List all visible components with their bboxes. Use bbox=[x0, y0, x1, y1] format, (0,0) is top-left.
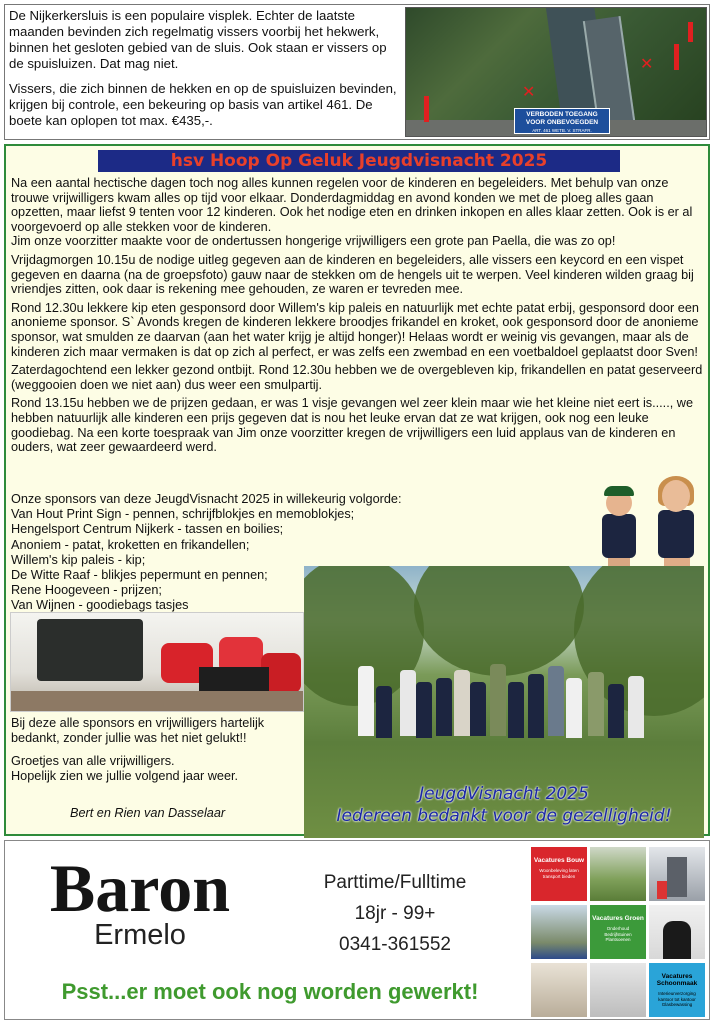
tackle-bag bbox=[37, 619, 143, 681]
sponsor-prizes-photo bbox=[10, 612, 304, 712]
vacancy-tiles bbox=[529, 845, 707, 1015]
person bbox=[416, 682, 432, 738]
article-paragraph: Zaterdagochtend een lekker gezond ontbijt. Rond 12.30u hebben we de overgebleven kip, frikandellen en patat geserveerd (weggooien doen we niet aan) dus weer een smulpartij. bbox=[11, 363, 703, 392]
signature: Bert en Rien van Dasselaar bbox=[70, 806, 226, 820]
trucks-photo bbox=[531, 905, 587, 959]
closing-text bbox=[11, 716, 301, 792]
sponsor-item: Hengelsport Centrum Nijkerk - tassen en boilies; bbox=[11, 522, 284, 537]
person bbox=[628, 676, 644, 738]
group-photo bbox=[304, 566, 704, 838]
ad-slogan: Psst...er moet ook nog worden gewerkt! bbox=[61, 979, 479, 1004]
warning-text bbox=[9, 8, 401, 138]
crane bbox=[657, 881, 667, 899]
paragraph-text: Na een aantal hectische dagen toch nog alles kunnen regelen voor de kinderen en begeleiders. Met behulp van onze trouwe vrijwilligers kwam alles op tijd voor elkaar. Donderdagmiddag en avond konden we met de ploeg alles gaan opzetten, maar liefst 9 tenten voor 12 kinderen. Ook het nodige eten en drinken inkopen en alles klaar zetten. Ook is er al voorgevoerd op alle stekken voor de kinderen. bbox=[11, 176, 693, 234]
interior-photo bbox=[531, 963, 587, 1017]
greeting bbox=[11, 754, 301, 784]
warning-box bbox=[4, 4, 710, 140]
person bbox=[400, 670, 416, 736]
sign-line-1: VERBODEN TOEGANG bbox=[526, 111, 598, 118]
thanks-text: Bij deze alle sponsors en vrijwilligers hartelijk bedankt, zonder jullie was het niet gelukt!! bbox=[11, 716, 265, 745]
article-paragraph: Rond 13.15u hebben we de prijzen gedaan, er was 1 visje gevangen wel zeer klein maar wie het kleine niet eert is....., we hebben natuurlijk alle kinderen een prijs gegeven dat is nou het leuke ervan dat ze wat krijgen, ook nog een leuke goodiebag. Na een korte toespraak van Jim onze voorzitter kregen de vrijwilligers een luid applaus van de kinderen en ouders, wat zeer gewaardeerd werd. bbox=[11, 396, 694, 455]
baron-logo: Baron bbox=[49, 850, 231, 926]
tile-sub: Interieurverzorging kantoor tot kantoor Glasbewassing bbox=[658, 991, 696, 1007]
person bbox=[508, 682, 524, 738]
sponsor-intro: Onze sponsors van deze JeugdVisnacht 2025 in willekeurig volgorde: bbox=[11, 492, 402, 506]
worker-photo bbox=[649, 905, 705, 959]
person bbox=[358, 666, 374, 736]
ad-details bbox=[295, 867, 495, 960]
person bbox=[470, 682, 486, 736]
sponsor-item: Anoniem - patat, kroketten en frikandellen; bbox=[11, 537, 250, 552]
article-title: hsv Hoop Op Geluk Jeugdvisnacht 2025 bbox=[98, 150, 620, 172]
fence-marker bbox=[688, 22, 693, 42]
greeting-line: Groetjes van alle vrijwilligers. bbox=[11, 754, 175, 768]
field-photo bbox=[590, 847, 646, 901]
sponsor-item: De Witte Raaf - blikjes pepermunt en pennen; bbox=[11, 568, 268, 583]
sponsor-list bbox=[11, 492, 402, 614]
tile-title: Vacatures Bouw bbox=[533, 857, 585, 864]
cross-marker-icon: ✕ bbox=[522, 82, 536, 101]
vacancy-tile-groen bbox=[590, 905, 646, 959]
sponsor-item: Van Hout Print Sign - pennen, schrijfblokjes en memoblokjes; bbox=[11, 507, 355, 522]
person bbox=[548, 666, 564, 736]
person bbox=[528, 674, 544, 738]
tile-title: Vacatures Groen bbox=[592, 915, 644, 922]
fence-marker bbox=[674, 44, 679, 70]
photo-caption-title: JeugdVisnacht 2025 bbox=[419, 784, 589, 804]
willow-tree bbox=[414, 566, 584, 676]
cross-marker-icon: ✕ bbox=[640, 54, 654, 73]
paragraph-text: Jim onze voorzitter maakte voor de ondertussen hongerige vrijwilligers een grote pan Paella, die was zo op! bbox=[11, 234, 616, 249]
sign-line-2: VOOR ONBEVOEGDEN bbox=[525, 119, 599, 126]
kid-cap bbox=[604, 486, 634, 496]
sponsor-item: Van Wijnen - goodiebags tasjes bbox=[11, 598, 189, 613]
article-body bbox=[11, 176, 703, 459]
article-paragraph: Vrijdagmorgen 10.15u de nodige uitleg gegeven aan de kinderen en begeleiders, alle vissers een keycord en een vispet gegeven en daarna (na de groepsfoto) gauw naar de stekken om de hengels uit te werpen. Veel kinderen wilden graag bij vriendjes zitten, ook daar is rekening mee gehouden, ze waren er tevreden mee. bbox=[11, 252, 694, 297]
article-box bbox=[4, 144, 710, 836]
sponsor-item: Rene Hoogeveen - prijzen; bbox=[11, 583, 162, 598]
person bbox=[608, 684, 624, 738]
fence-marker bbox=[424, 96, 429, 122]
ad-hours: Parttime/Fulltime bbox=[323, 872, 467, 893]
person bbox=[588, 672, 604, 736]
ad-phone: 0341-361552 bbox=[339, 934, 451, 955]
tile-sub: Woonbeleving laten transport bieden bbox=[539, 868, 579, 879]
baron-city: Ermelo bbox=[94, 919, 186, 951]
worker bbox=[663, 921, 691, 959]
sponsor-item: Willem's kip paleis - kip; bbox=[11, 552, 146, 567]
ad-age-range: 18jr - 99+ bbox=[354, 903, 436, 924]
greeting-line: Hopelijk zien we jullie volgend jaar weer. bbox=[11, 769, 239, 783]
no-entry-sign bbox=[514, 108, 610, 134]
person bbox=[376, 686, 392, 738]
kid-body bbox=[602, 514, 636, 558]
baron-advertisement bbox=[4, 840, 710, 1020]
vacancy-tile-schoonmaak bbox=[649, 963, 705, 1017]
building-photo bbox=[649, 847, 705, 901]
tile-sub: Onderhoud Bedrijfstuinen Plantsoenen bbox=[604, 926, 632, 942]
person bbox=[454, 670, 470, 736]
article-paragraph bbox=[11, 176, 703, 249]
table bbox=[11, 691, 304, 712]
office-photo bbox=[590, 963, 646, 1017]
sluis-aerial-photo bbox=[405, 7, 707, 137]
article-paragraph: Rond 12.30u lekkere kip eten gesponsord door Willem's kip paleis en natuurlijk met echte patat erbij, gesponsord door een anonieme sponsor. S` Avonds kregen de kinderen lekkere broodjes frikandel en kroket, ook gesponsord door de anonieme sponsor, wat smulden ze daarvan (aan het water krijg je altijd honger)! Helaas wordt er weinig vis gevangen, maar als de kinderen zich maar vermaken is dat op zich al perfect, er was zelfs een zwembad en een voetbaldoel geplaatst door Sven! bbox=[11, 300, 699, 359]
kid-head bbox=[662, 480, 690, 512]
person bbox=[566, 678, 582, 738]
kid-body bbox=[658, 510, 694, 558]
tile-title: Vacatures Schoonmaak bbox=[656, 973, 698, 987]
warning-paragraph-2: Vissers, die zich binnen de hekken en op de spuisluizen bevinden, krijgen bij controle, een bekeuring op basis van artikel 461. De boete kan oplopen tot max. €435,-. bbox=[9, 81, 397, 128]
building bbox=[667, 857, 687, 897]
person bbox=[436, 678, 452, 736]
vacancy-tile-bouw bbox=[531, 847, 587, 901]
photo-caption-thanks: Iedereen bedankt voor de gezelligheid! bbox=[336, 806, 672, 826]
person bbox=[490, 664, 506, 736]
sign-line-3: ART. 461 WETB. V. STRAFR. bbox=[532, 128, 592, 133]
warning-paragraph-1: De Nijkerkersluis is een populaire visplek. Echter de laatste maanden bevinden zich regelmatig vissers voorbij het hekwerk, binnen het gesloten gebied van de sluis. Ook staan er vissers op de spuisluizen. Dat mag niet. bbox=[9, 8, 387, 71]
